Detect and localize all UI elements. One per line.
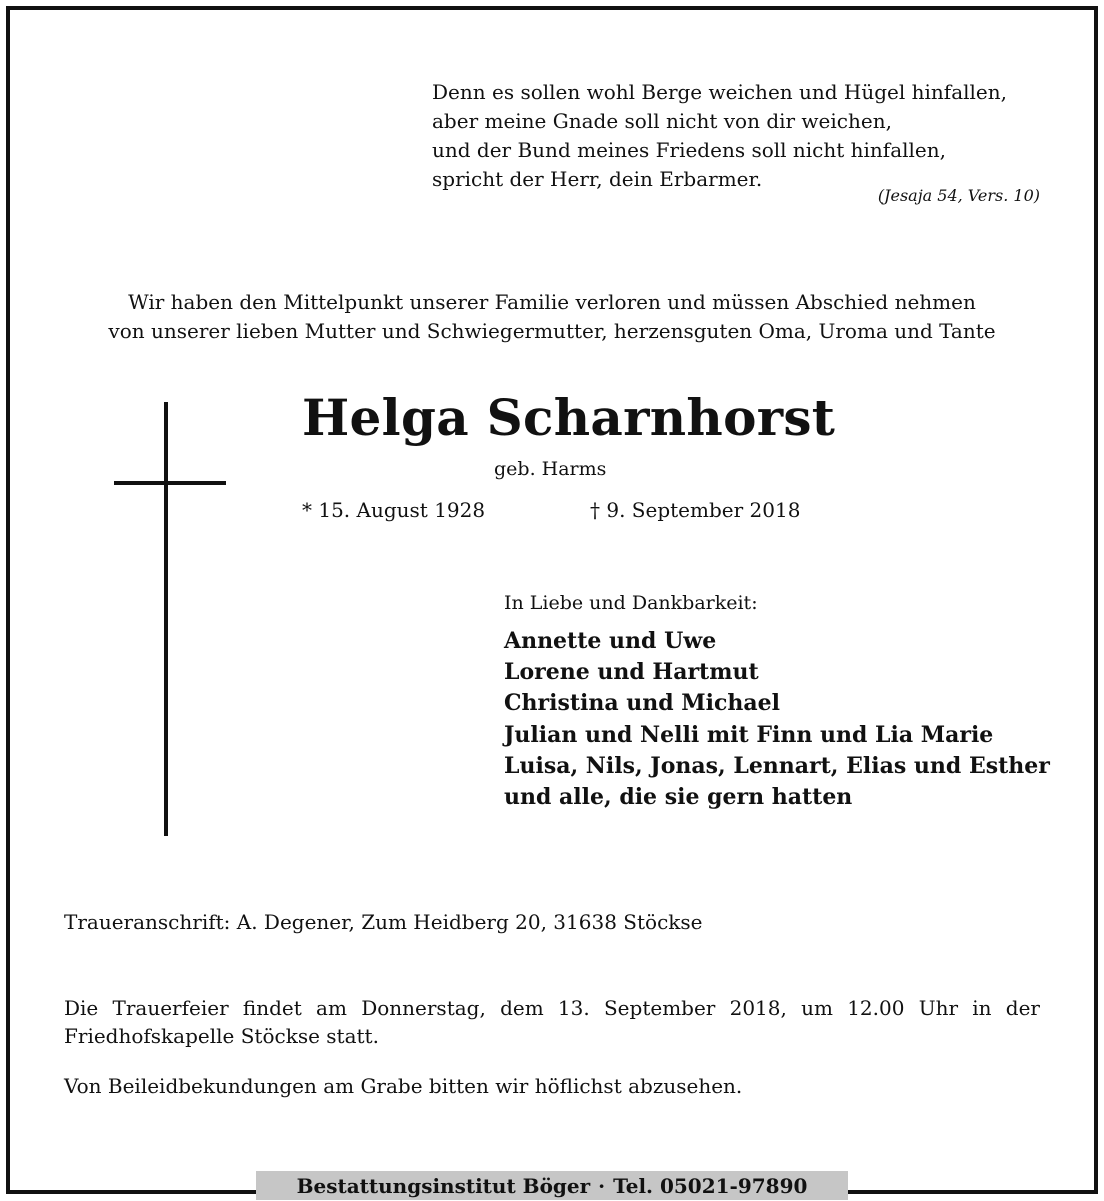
condolence-note: Von Beileidbekundungen am Grabe bitten wir höflichst abzusehen. (64, 1074, 743, 1098)
mourner-line: Lorene und Hartmut (504, 659, 759, 686)
mourner-line: Julian und Nelli mit Finn und Lia Marie (504, 721, 994, 748)
mourning-address: Traueranschrift: A. Degener, Zum Heidberg 20, 31638 Stöckse (64, 910, 703, 934)
intro-line: Wir haben den Mittelpunkt unserer Familie verloren und müssen Abschied nehmen (128, 290, 976, 314)
mourner-line: Annette und Uwe (504, 628, 717, 654)
mourners-heading: In Liebe und Dankbarkeit: (504, 592, 758, 614)
funeral-home-name: Bestattungsinstitut Böger (296, 1174, 591, 1198)
verse-reference: (Jesaja 54, Vers. 10) (877, 186, 1040, 205)
maiden-name: geb. Harms (494, 458, 607, 480)
verse-line: und der Bund meines Friedens soll nicht hinfallen, (432, 138, 947, 162)
cross-horizontal-bar (114, 481, 226, 485)
birth-date: * 15. August 1928 (302, 498, 486, 522)
footer-separator: · (598, 1174, 606, 1198)
intro-line: von unserer lieben Mutter und Schwiegermutter, herzensguten Oma, Uroma und Tante (108, 319, 996, 343)
death-date: † 9. September 2018 (590, 498, 801, 522)
mourner-line: und alle, die sie gern hatten (504, 784, 853, 811)
verse-line: Denn es sollen wohl Berge weichen und Hügel hinfallen, (432, 80, 1007, 104)
bible-verse (432, 78, 1007, 194)
funeral-home-footer (256, 1171, 848, 1200)
deceased-name: Helga Scharnhorst (302, 388, 836, 447)
intro-text (0, 288, 1104, 346)
funeral-home-phone: Tel. 05021-97890 (613, 1174, 808, 1198)
mourners-list (504, 626, 1050, 813)
verse-line: spricht der Herr, dein Erbarmer. (432, 167, 763, 191)
funeral-info: Die Trauerfeier findet am Donnerstag, dem 13. September 2018, um 12.00 Uhr in der Friedhofskapelle Stöckse statt. (64, 996, 1040, 1048)
mourner-line: Christina und Michael (504, 690, 781, 717)
verse-line: aber meine Gnade soll nicht von dir weichen, (432, 109, 892, 133)
mourner-line: Luisa, Nils, Jonas, Lennart, Elias und Esther (504, 752, 1050, 779)
cross-vertical-bar (164, 402, 168, 836)
